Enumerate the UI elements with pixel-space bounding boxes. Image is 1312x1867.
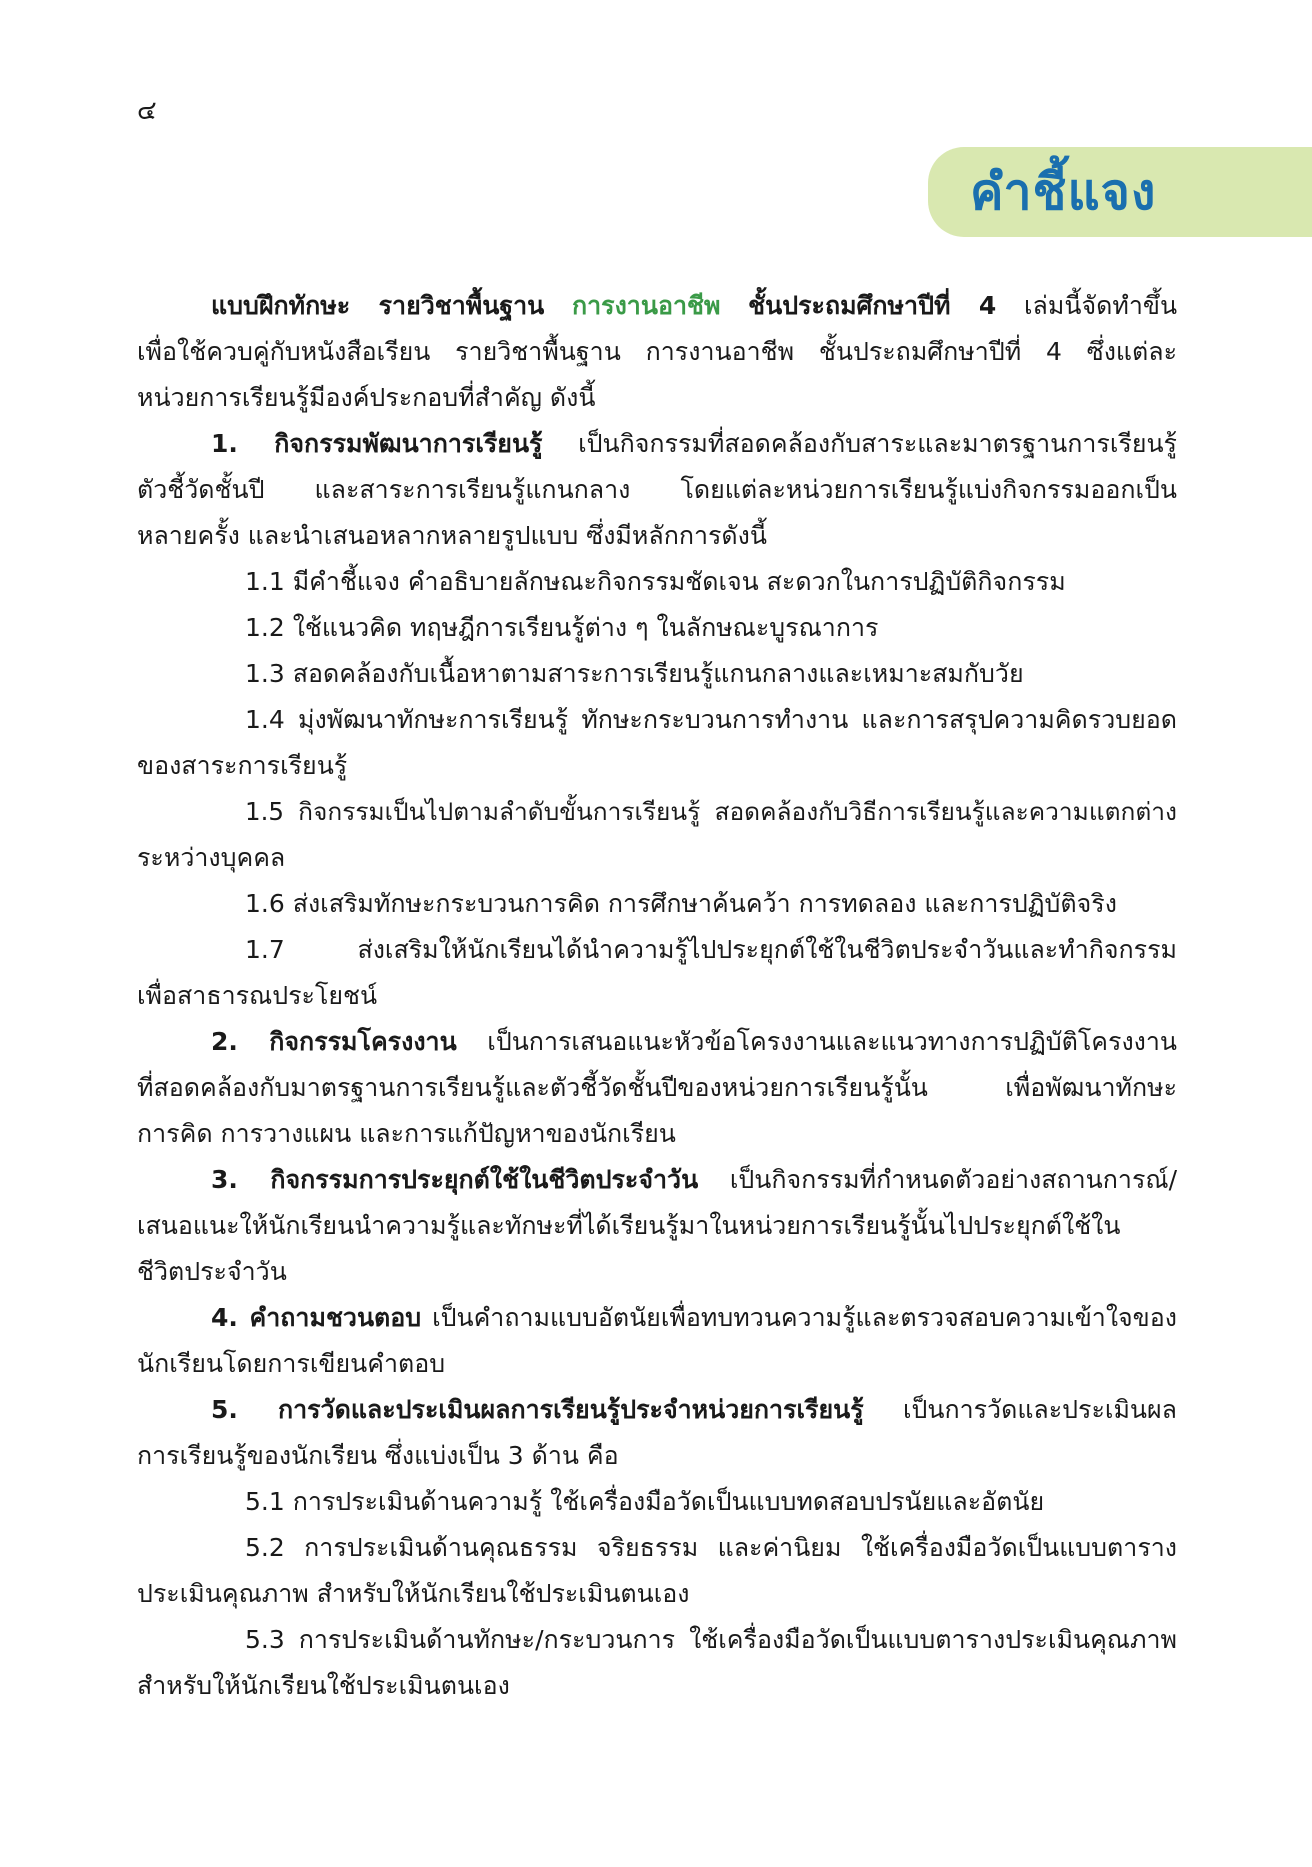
document-body <box>137 283 1177 1709</box>
section2-heading: 2. กิจกรรมโครงงาน <box>211 1027 457 1056</box>
section4-heading: 4. คำถามชวนตอบ <box>211 1303 422 1332</box>
item-1-4-line-1: 1.4 มุ่งพัฒนาทักษะการเรียนรู้ ทักษะกระบวนการทำงาน และการสรุปความคิดรวบยอด <box>245 705 1177 734</box>
item-1-1: 1.1 มีคำชี้แจง คำอธิบายลักษณะกิจกรรมชัดเจน สะดวกในการปฏิบัติกิจกรรม <box>245 567 1066 596</box>
section4-line-1 <box>137 1295 1177 1341</box>
intro-rest: เล่มนี้จัดทำขึ้น <box>1024 291 1177 320</box>
item-5-2-line-2: ประเมินคุณภาพ สำหรับให้นักเรียนใช้ประเมินตนเอง <box>137 1579 690 1608</box>
section2-line-1-rest: เป็นการเสนอแนะหัวข้อโครงงานและแนวทางการปฏิบัติโครงงาน <box>487 1027 1177 1056</box>
intro-line-3: หน่วยการเรียนรู้มีองค์ประกอบที่สำคัญ ดังนี้ <box>137 383 596 412</box>
item-1-2: 1.2 ใช้แนวคิด ทฤษฎีการเรียนรู้ต่าง ๆ ในลักษณะบูรณาการ <box>245 613 879 642</box>
item-1-5-line-2: ระหว่างบุคคล <box>137 843 286 872</box>
section5-heading: 5. การวัดและประเมินผลการเรียนรู้ประจำหน่วยการเรียนรู้ <box>211 1395 864 1424</box>
section1-line-1-rest: เป็นกิจกรรมที่สอดคล้องกับสาระและมาตรฐานการเรียนรู้ <box>578 429 1177 458</box>
item-5-1: 5.1 การประเมินด้านความรู้ ใช้เครื่องมือวัดเป็นแบบทดสอบปรนัยและอัตนัย <box>245 1487 1045 1516</box>
section3-line-1 <box>137 1157 1177 1203</box>
item-5-2-line-1: 5.2 การประเมินด้านคุณธรรม จริยธรรม และค่านิยม ใช้เครื่องมือวัดเป็นแบบตาราง <box>245 1533 1177 1562</box>
item-1-3: 1.3 สอดคล้องกับเนื้อหาตามสาระการเรียนรู้แกนกลางและเหมาะสมกับวัย <box>245 659 1024 688</box>
section3-line-3: ชีวิตประจำวัน <box>137 1257 287 1286</box>
section3-line-1-rest: เป็นกิจกรรมที่กำหนดตัวอย่างสถานการณ์/ <box>729 1165 1177 1194</box>
item-1-6: 1.6 ส่งเสริมทักษะกระบวนการคิด การศึกษาค้นคว้า การทดลอง และการปฏิบัติจริง <box>245 889 1117 918</box>
section1-line-1 <box>137 421 1177 467</box>
section3-line-2: เสนอแนะให้นักเรียนนำความรู้และทักษะที่ได้เรียนรู้มาในหน่วยการเรียนรู้นั้นไปประยุกต์ใช้ใน <box>137 1211 1121 1240</box>
intro-line-1 <box>137 283 1177 329</box>
section1-line-2: ตัวชี้วัดชั้นปี และสาระการเรียนรู้แกนกลาง โดยแต่ละหน่วยการเรียนรู้แบ่งกิจกรรมออกเป็น <box>137 475 1177 504</box>
item-5-3-line-1: 5.3 การประเมินด้านทักษะ/กระบวนการ ใช้เครื่องมือวัดเป็นแบบตารางประเมินคุณภาพ <box>245 1625 1177 1654</box>
intro-bold-2: ชั้นประถมศึกษาปีที่ 4 <box>748 291 997 320</box>
section5-line-1-rest: เป็นการวัดและประเมินผล <box>902 1395 1177 1424</box>
item-1-7-line-2: เพื่อสาธารณประโยชน์ <box>137 981 378 1010</box>
intro-bold-1: แบบฝึกทักษะ รายวิชาพื้นฐาน <box>211 291 545 320</box>
intro-line-2: เพื่อใช้ควบคู่กับหนังสือเรียน รายวิชาพื้นฐาน การงานอาชีพ ชั้นประถมศึกษาปีที่ 4 ซึ่งแต่ละ <box>137 337 1177 366</box>
section5-line-1 <box>137 1387 1177 1433</box>
intro-highlight: การงานอาชีพ <box>572 291 721 320</box>
section4-line-1-rest: เป็นคำถามแบบอัตนัยเพื่อทบทวนความรู้และตรวจสอบความเข้าใจของ <box>432 1303 1177 1332</box>
item-5-3-line-2: สำหรับให้นักเรียนใช้ประเมินตนเอง <box>137 1671 510 1700</box>
item-1-4-line-2: ของสาระการเรียนรู้ <box>137 751 348 780</box>
section4-line-2: นักเรียนโดยการเขียนคำตอบ <box>137 1349 446 1378</box>
item-1-5-line-1: 1.5 กิจกรรมเป็นไปตามลำดับขั้นการเรียนรู้ สอดคล้องกับวิธีการเรียนรู้และความแตกต่าง <box>245 797 1177 826</box>
section2-line-1 <box>137 1019 1177 1065</box>
section2-line-3: การคิด การวางแผน และการแก้ปัญหาของนักเรียน <box>137 1119 676 1148</box>
section2-line-2: ที่สอดคล้องกับมาตรฐานการเรียนรู้และตัวชี้วัดชั้นปีของหน่วยการเรียนรู้นั้น เพื่อพัฒนาทักษะ <box>137 1073 1177 1102</box>
section3-heading: 3. กิจกรรมการประยุกต์ใช้ในชีวิตประจำวัน <box>211 1165 699 1194</box>
section1-heading: 1. กิจกรรมพัฒนาการเรียนรู้ <box>211 429 543 458</box>
section1-line-3: หลายครั้ง และนำเสนอหลากหลายรูปแบบ ซึ่งมีหลักการดังนี้ <box>137 521 767 550</box>
title-tab <box>928 147 1312 237</box>
section5-line-2: การเรียนรู้ของนักเรียน ซึ่งแบ่งเป็น 3 ด้าน คือ <box>137 1441 619 1470</box>
item-1-7-line-1: 1.7 ส่งเสริมให้นักเรียนได้นำความรู้ไปประยุกต์ใช้ในชีวิตประจำวันและทำกิจกรรม <box>245 935 1177 964</box>
page-number: ๔ <box>137 96 157 126</box>
page-title: คำชี้แจง <box>970 162 1157 221</box>
